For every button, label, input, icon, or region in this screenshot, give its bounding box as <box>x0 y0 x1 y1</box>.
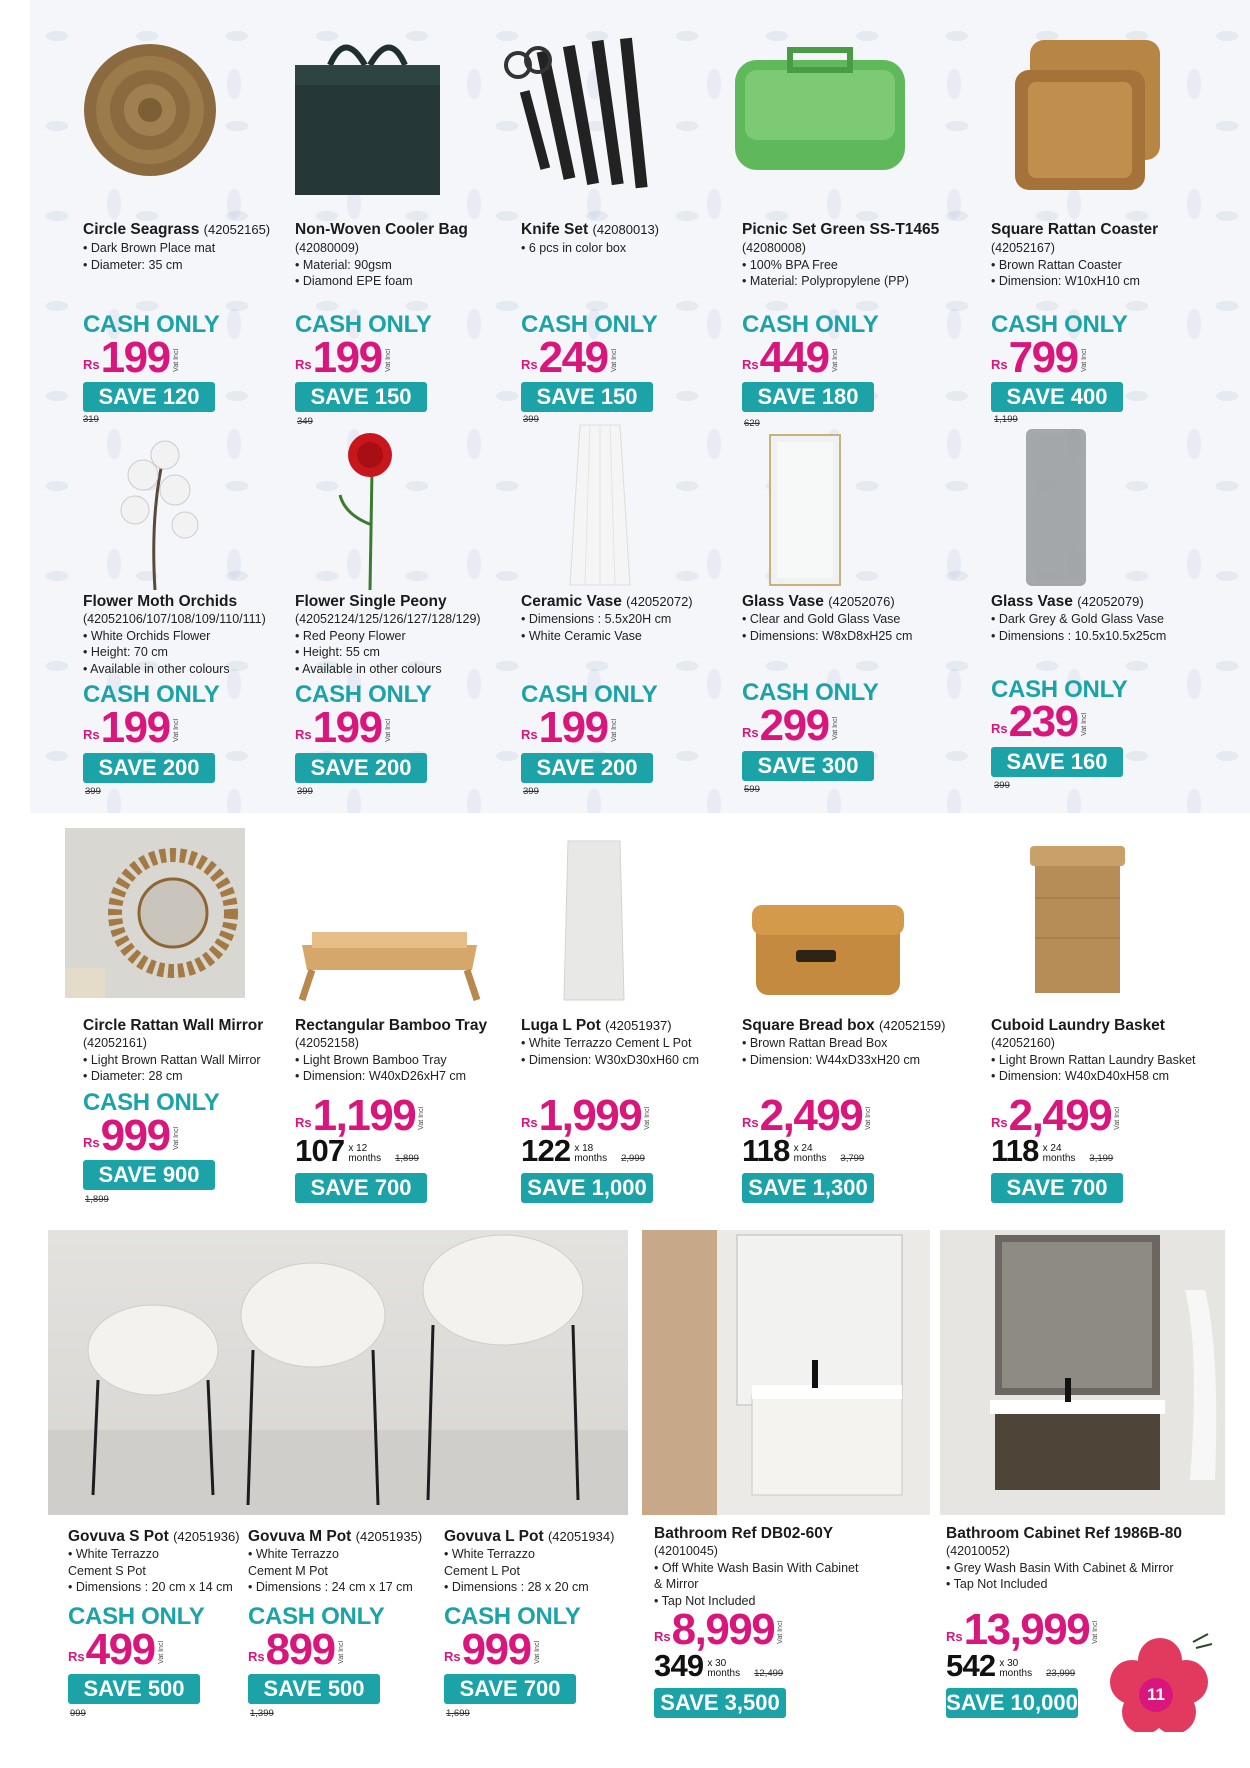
cash-only-label: CASH ONLY <box>248 1603 385 1630</box>
orchid-flower-image <box>95 430 215 595</box>
product-name: Glass Vase (42052076) <box>742 593 895 610</box>
old-price: 319 <box>83 414 99 425</box>
price: Rs 449 Vat Incl <box>742 333 839 382</box>
price: Rs 199 Vat Incl <box>83 703 180 752</box>
cash-only-label: CASH ONLY <box>83 681 220 708</box>
bathroom-cabinet-grey-image <box>940 1230 1225 1515</box>
cash-only-label: CASH ONLY <box>521 681 658 708</box>
cooler-bag-image <box>285 25 450 200</box>
govuva-pots-image <box>48 1230 628 1515</box>
product-specs: (42052167) • Brown Rattan Coaster • Dimension: W10xH10 cm <box>991 241 1140 288</box>
save-badge: SAVE 700 <box>991 1173 1123 1203</box>
price: Rs 899 Vat Incl <box>248 1625 345 1674</box>
price: Rs 249 Vat Incl <box>521 333 618 382</box>
save-badge: SAVE 200 <box>83 753 215 783</box>
old-price: 1,699 <box>446 1708 470 1719</box>
installment: 118 x 24 months 3,199 <box>991 1133 1114 1168</box>
product-specs: • Clear and Gold Glass Vase • Dimensions: W8xD8xH25 cm <box>742 612 913 643</box>
price: Rs 239 Vat Incl <box>991 697 1088 746</box>
product-specs: • White Terrazzo Cement L Pot • Dimensions : 28 x 20 cm <box>444 1547 589 1594</box>
installment: 118 x 24 months 3,799 <box>742 1133 865 1168</box>
page-number: 11 <box>1139 1678 1173 1712</box>
save-badge: SAVE 200 <box>521 753 653 783</box>
price: Rs 199 Vat Incl <box>83 333 180 382</box>
product-specs: (42080009) • Material: 90gsm • Diamond EPE foam <box>295 241 413 288</box>
cash-only-label: CASH ONLY <box>68 1603 205 1630</box>
old-price: 1,199 <box>994 414 1018 425</box>
cash-only-label: CASH ONLY <box>444 1603 581 1630</box>
old-price: 399 <box>523 414 539 425</box>
old-price: 399 <box>85 786 101 797</box>
product-name: Cuboid Laundry Basket <box>991 1017 1165 1034</box>
product-name: Flower Moth Orchids <box>83 593 238 610</box>
bamboo-tray-image <box>292 910 487 1005</box>
product-specs: (42080008) • 100% BPA Free • Material: Polypropylene (PP) <box>742 241 909 288</box>
old-price: 399 <box>523 786 539 797</box>
save-badge: SAVE 400 <box>991 382 1123 412</box>
luga-pot-image <box>560 838 628 1003</box>
product-specs: • Dark Brown Place mat • Diameter: 35 cm <box>83 241 216 272</box>
save-badge: SAVE 1,000 <box>521 1173 653 1203</box>
old-price: 399 <box>994 780 1010 791</box>
laundry-basket-image <box>1025 838 1130 996</box>
old-price: 399 <box>297 786 313 797</box>
product-name: Rectangular Bamboo Tray <box>295 1017 488 1034</box>
product-name: Glass Vase (42052079) <box>991 593 1144 610</box>
save-badge: SAVE 500 <box>68 1674 200 1704</box>
peony-flower-image <box>320 425 420 595</box>
old-price: 1,399 <box>250 1708 274 1719</box>
installment: 122 x 18 months 2,999 <box>521 1133 645 1168</box>
cash-only-label: CASH ONLY <box>83 311 220 338</box>
old-price: 1,899 <box>85 1194 109 1205</box>
cash-only-label: CASH ONLY <box>295 681 432 708</box>
price: Rs 999 Vat Incl <box>83 1111 180 1160</box>
product-specs: (42010052) • Grey Wash Basin With Cabinet & Mirror • Tap Not Included <box>946 1544 1174 1591</box>
save-badge: SAVE 1,300 <box>742 1173 874 1203</box>
product-specs: (42052158) • Light Brown Bamboo Tray • Dimension: W40xD26xH7 cm <box>295 1036 467 1083</box>
old-price: 349 <box>297 416 313 427</box>
save-badge: SAVE 300 <box>742 751 874 781</box>
product-name: Govuva L Pot (42051934) <box>444 1528 615 1545</box>
price: Rs 199 Vat Incl <box>295 703 392 752</box>
cash-only-label: CASH ONLY <box>991 676 1128 703</box>
product-name: Square Bread box (42052159) <box>742 1017 946 1034</box>
save-badge: SAVE 900 <box>83 1160 215 1190</box>
installment: 542 x 30 months 23,999 <box>946 1648 1076 1683</box>
price: Rs 1,999 Vat Incl <box>521 1091 652 1140</box>
old-price: 999 <box>70 1708 86 1719</box>
knife-set-image <box>490 30 675 190</box>
product-specs: • White Terrazzo Cement L Pot • Dimension: W30xD30xH60 cm <box>521 1036 700 1067</box>
cash-only-label: CASH ONLY <box>742 679 879 706</box>
product-specs: • White Terrazzo Cement M Pot • Dimensions : 24 cm x 17 cm <box>248 1547 413 1594</box>
product-name: Non-Woven Cooler Bag <box>295 221 468 238</box>
save-badge: SAVE 700 <box>444 1674 576 1704</box>
glass-vase-gold-image <box>765 430 845 590</box>
cash-only-label: CASH ONLY <box>295 311 432 338</box>
product-name: Square Rattan Coaster <box>991 221 1159 238</box>
rattan-coaster-image <box>1000 30 1170 195</box>
product-specs: • White Terrazzo Cement S Pot • Dimensions : 20 cm x 14 cm <box>68 1547 233 1594</box>
save-badge: SAVE 160 <box>991 747 1123 777</box>
product-specs: (42052106/107/108/109/110/111) • White Orchids Flower • Height: 70 cm • Available in other colours <box>83 612 266 676</box>
cash-only-label: CASH ONLY <box>521 311 658 338</box>
product-name: Knife Set (42080013) <box>521 221 659 238</box>
price: Rs 1,199 Vat Incl <box>295 1091 426 1140</box>
save-badge: SAVE 120 <box>83 382 215 412</box>
price: Rs 199 Vat Incl <box>295 333 392 382</box>
price: Rs 199 Vat Incl <box>521 703 618 752</box>
save-badge: SAVE 180 <box>742 382 874 412</box>
bathroom-cabinet-white-image <box>642 1230 930 1515</box>
save-badge: SAVE 150 <box>295 382 427 412</box>
price: Rs 2,499 Vat Incl <box>742 1091 873 1140</box>
save-badge: SAVE 10,000 <box>946 1688 1078 1718</box>
save-badge: SAVE 700 <box>295 1173 427 1203</box>
ceramic-vase-image <box>555 420 645 590</box>
product-specs: (42052124/125/126/127/128/129) • Red Peony Flower • Height: 55 cm • Available in other colours <box>295 612 481 676</box>
product-specs: • Dark Grey & Gold Glass Vase • Dimensions : 10.5x10.5x25cm <box>991 612 1167 643</box>
save-badge: SAVE 500 <box>248 1674 380 1704</box>
product-name: Picnic Set Green SS-T1465 <box>742 221 940 238</box>
save-badge: SAVE 200 <box>295 753 427 783</box>
price: Rs 799 Vat Incl <box>991 333 1088 382</box>
product-name: Bathroom Ref DB02-60Y <box>654 1525 834 1542</box>
price: Rs 13,999 Vat Incl <box>946 1605 1100 1654</box>
price: Rs 499 Vat Incl <box>68 1625 165 1674</box>
bread-box-image <box>748 895 908 1000</box>
product-specs: • Dimensions : 5.5x20H cm • White Ceramic Vase <box>521 612 672 643</box>
product-name: Circle Rattan Wall Mirror <box>83 1017 264 1034</box>
save-badge: SAVE 150 <box>521 382 653 412</box>
cash-only-label: CASH ONLY <box>991 311 1128 338</box>
product-name: Bathroom Cabinet Ref 1986B-80 <box>946 1525 1183 1542</box>
installment: 349 x 30 months 12,499 <box>654 1648 784 1683</box>
product-name: Flower Single Peony <box>295 593 447 610</box>
product-name: Govuva S Pot (42051936) <box>68 1528 240 1545</box>
price: Rs 8,999 Vat Incl <box>654 1605 785 1654</box>
product-specs: • 6 pcs in color box <box>521 241 627 255</box>
product-specs: (42052161) • Light Brown Rattan Wall Mirror • Diameter: 28 cm <box>83 1036 261 1083</box>
cash-only-label: CASH ONLY <box>83 1089 220 1116</box>
picnic-set-image <box>720 30 920 180</box>
product-specs: (42010045) • Off White Wash Basin With Cabinet & Mirror • Tap Not Included <box>654 1544 859 1608</box>
price: Rs 999 Vat Incl <box>444 1625 541 1674</box>
product-name: Govuva M Pot (42051935) <box>248 1528 423 1545</box>
installment: 107 x 12 months 1,899 <box>295 1133 419 1168</box>
product-name: Luga L Pot (42051937) <box>521 1017 672 1034</box>
rattan-mirror-image <box>65 828 245 998</box>
price: Rs 299 Vat Incl <box>742 701 839 750</box>
old-price: 599 <box>744 784 760 795</box>
glass-vase-grey-image <box>1022 425 1090 590</box>
product-specs: (42052160) • Light Brown Rattan Laundry Basket • Dimension: W40xD40xH58 cm <box>991 1036 1196 1083</box>
product-specs: • Brown Rattan Bread Box • Dimension: W44xD33xH20 cm <box>742 1036 921 1067</box>
cash-only-label: CASH ONLY <box>742 311 879 338</box>
product-name: Ceramic Vase (42052072) <box>521 593 693 610</box>
price: Rs 2,499 Vat Incl <box>991 1091 1122 1140</box>
product-name: Circle Seagrass (42052165) <box>83 221 271 238</box>
old-price: 629 <box>744 418 760 429</box>
seagrass-placemat-image <box>75 35 225 185</box>
save-badge: SAVE 3,500 <box>654 1688 786 1718</box>
